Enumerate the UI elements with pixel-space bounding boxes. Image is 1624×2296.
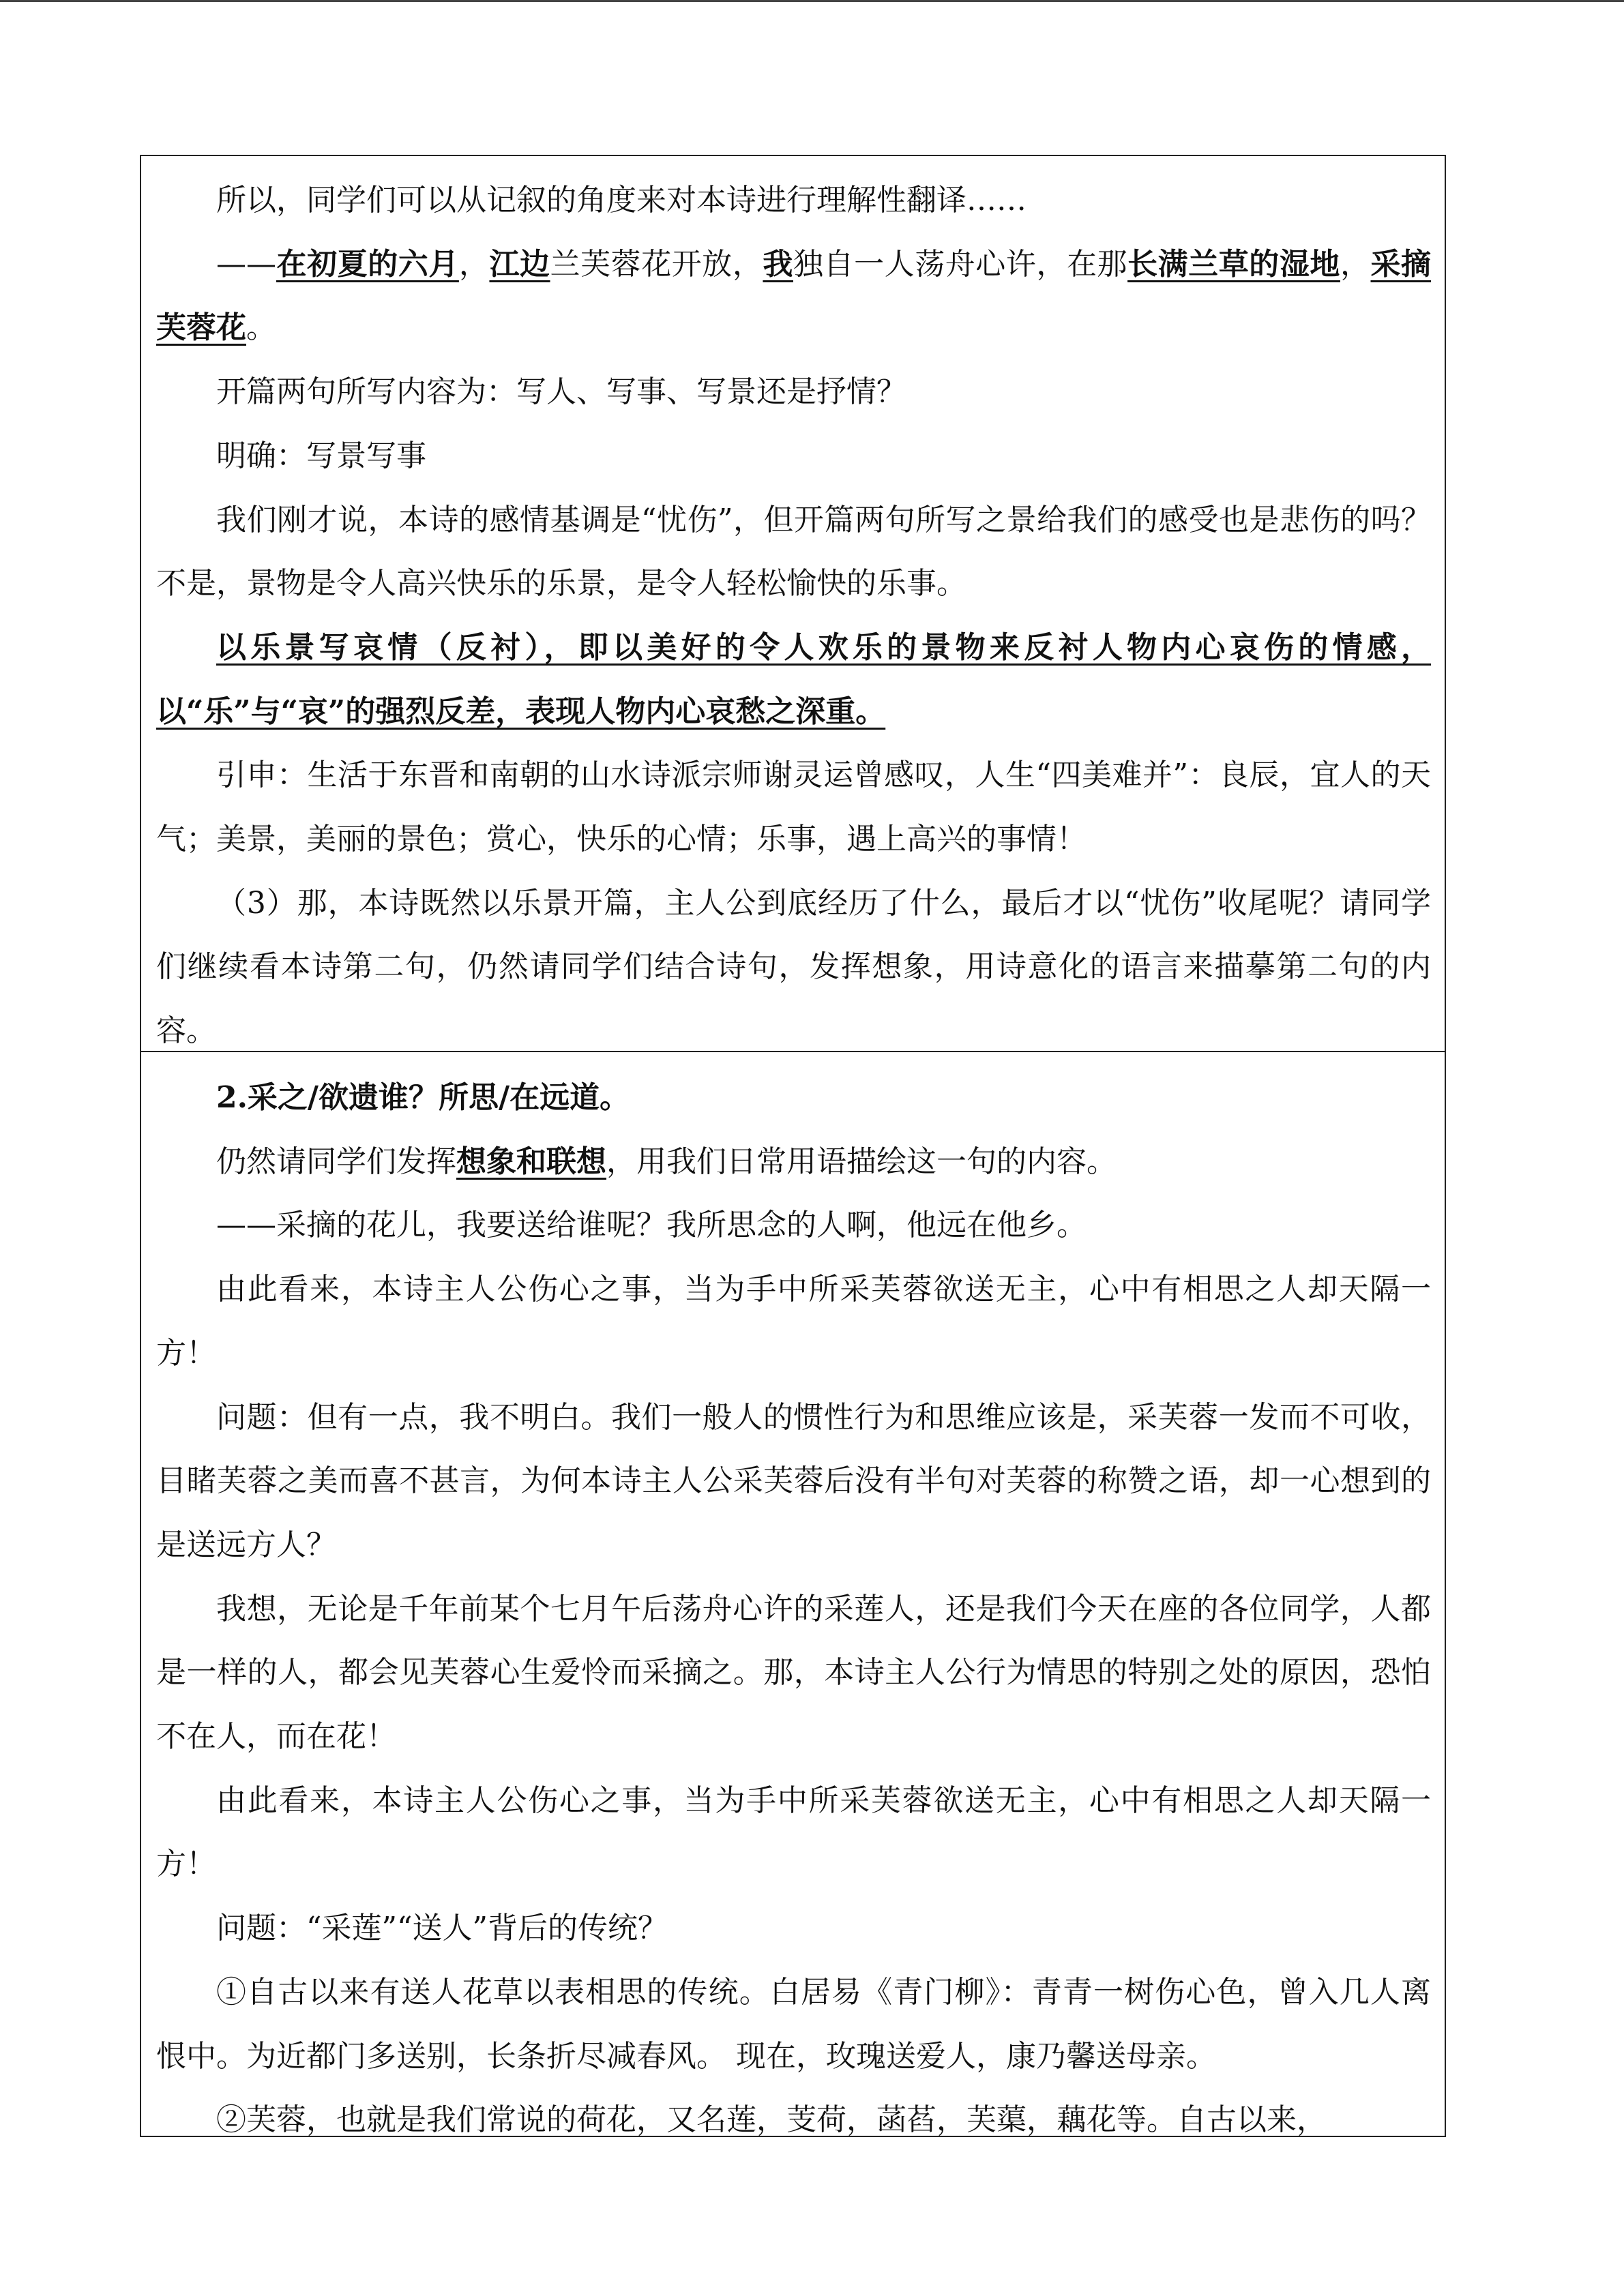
paragraph-transition: （3）那，本诗既然以乐景开篇，主人公到底经历了什么，最后才以“忧伤”收尾呢？请同学们继续看本诗第二句，仍然请同学们结合诗句，发挥想象，用诗意化的语言来描摹第二句的内容。 — [156, 885, 1431, 1049]
paragraph-question: 问题：但有一点，我不明白。我们一般人的惯性行为和思维应该是，采芙蓉一发而不可收，目睹芙蓉之美而喜不甚言，为何本诗主人公采芙蓉后没有半句对芙蓉的称赞之语，却一心想到的是送远方人？ — [156, 1399, 1431, 1562]
table-cell-lower — [140, 1051, 1446, 2137]
dash: —— — [216, 246, 276, 282]
keyword-imagination: 想象和联想 — [456, 1144, 606, 1179]
paragraph-conclusion: 由此看来，本诗主人公伤心之事，当为手中所采芙蓉欲送无主，心中有相思之人却天隔一方！ — [156, 1272, 1431, 1371]
paragraph-translation — [156, 233, 1431, 360]
period: 。 — [246, 310, 276, 346]
paragraph-point-one: ①自古以来有送人花草以表相思的传统。白居易《青门柳》：青青一树伤心色，曾入几人离恨中。为近都门多送别，长条折尽减春风。 现在，玫瑰送爱人，康乃馨送母亲。 — [156, 1974, 1431, 2074]
keyword-person: 我 — [763, 246, 793, 282]
section-heading: 2.采之/欲遗谁？所思/在远道。 — [216, 1080, 630, 1115]
paragraph-question-tradition: 问题：“采莲”“送人”背后的传统？ — [216, 1911, 668, 1946]
paragraph-reasoning: 我想，无论是千年前某个七月午后荡舟心许的采莲人，还是我们今天在座的各位同学，人都是一样的人，都会见芙蓉心生爱怜而采摘之。那，本诗主人公行为情思的特别之处的原因，恐怕不在人，而在花！ — [156, 1591, 1431, 1755]
paragraph-translation-intro: 所以，同学们可以从记叙的角度来对本诗进行理解性翻译…… — [216, 183, 1027, 218]
paragraph-question: 开篇两句所写内容为：写人、写事、写景还是抒情？ — [216, 374, 906, 410]
paragraph-extension: 引申：生活于东晋和南朝的山水诗派宗师谢灵运曾感叹，人生“四美难并”：良辰，宜人的天气；美景，美丽的景色；赏心，快乐的心情；乐事，遇上高兴的事情！ — [156, 758, 1431, 857]
comma: ， — [1340, 246, 1371, 282]
paragraph-instruction — [156, 1130, 1431, 1194]
keyword-place: 江边 — [489, 246, 550, 282]
table-cell-upper — [140, 155, 1446, 1052]
keyword-location: 长满兰草的湿地 — [1127, 246, 1340, 282]
paragraph-answer: 明确：写景写事 — [216, 438, 426, 473]
text-segment: 兰芙蓉花开放， — [550, 246, 763, 282]
comma: ， — [458, 246, 490, 282]
paragraph-point-two: ②芙蓉，也就是我们常说的荷花，又名莲，芰荷，菡萏，芙蕖，藕花等。自古以来， — [216, 2102, 1327, 2137]
keyword-event: 采摘芙蓉花 — [156, 246, 1432, 346]
keyword-time: 在初夏的六月 — [276, 246, 459, 282]
paragraph-key-point: 以乐景写哀情（反衬），即以美好的令人欢乐的景物来反衬人物内心哀伤的情感，以“乐”与“哀”的强烈反差，表现人物内心哀愁之深重。 — [156, 629, 1431, 729]
paragraph-analysis: 我们刚才说，本诗的感情基调是“忧伤”，但开篇两句所写之景给我们的感受也是悲伤的吗？不是，景物是令人高兴快乐的乐景，是令人轻松愉快的乐事。 — [156, 502, 1431, 601]
text-segment: 独自一人荡舟心许，在那 — [793, 246, 1128, 282]
text-segment: 仍然请同学们发挥 — [216, 1144, 456, 1179]
text-segment: ，用我们日常用语描绘这一句的内容。 — [606, 1144, 1117, 1179]
page-top-border — [0, 0, 1624, 2]
paragraph-conclusion-repeat: 由此看来，本诗主人公伤心之事，当为手中所采芙蓉欲送无主，心中有相思之人却天隔一方！ — [156, 1783, 1431, 1882]
paragraph-translation: ——采摘的花儿，我要送给谁呢？我所思念的人啊，他远在他乡。 — [216, 1208, 1087, 1243]
